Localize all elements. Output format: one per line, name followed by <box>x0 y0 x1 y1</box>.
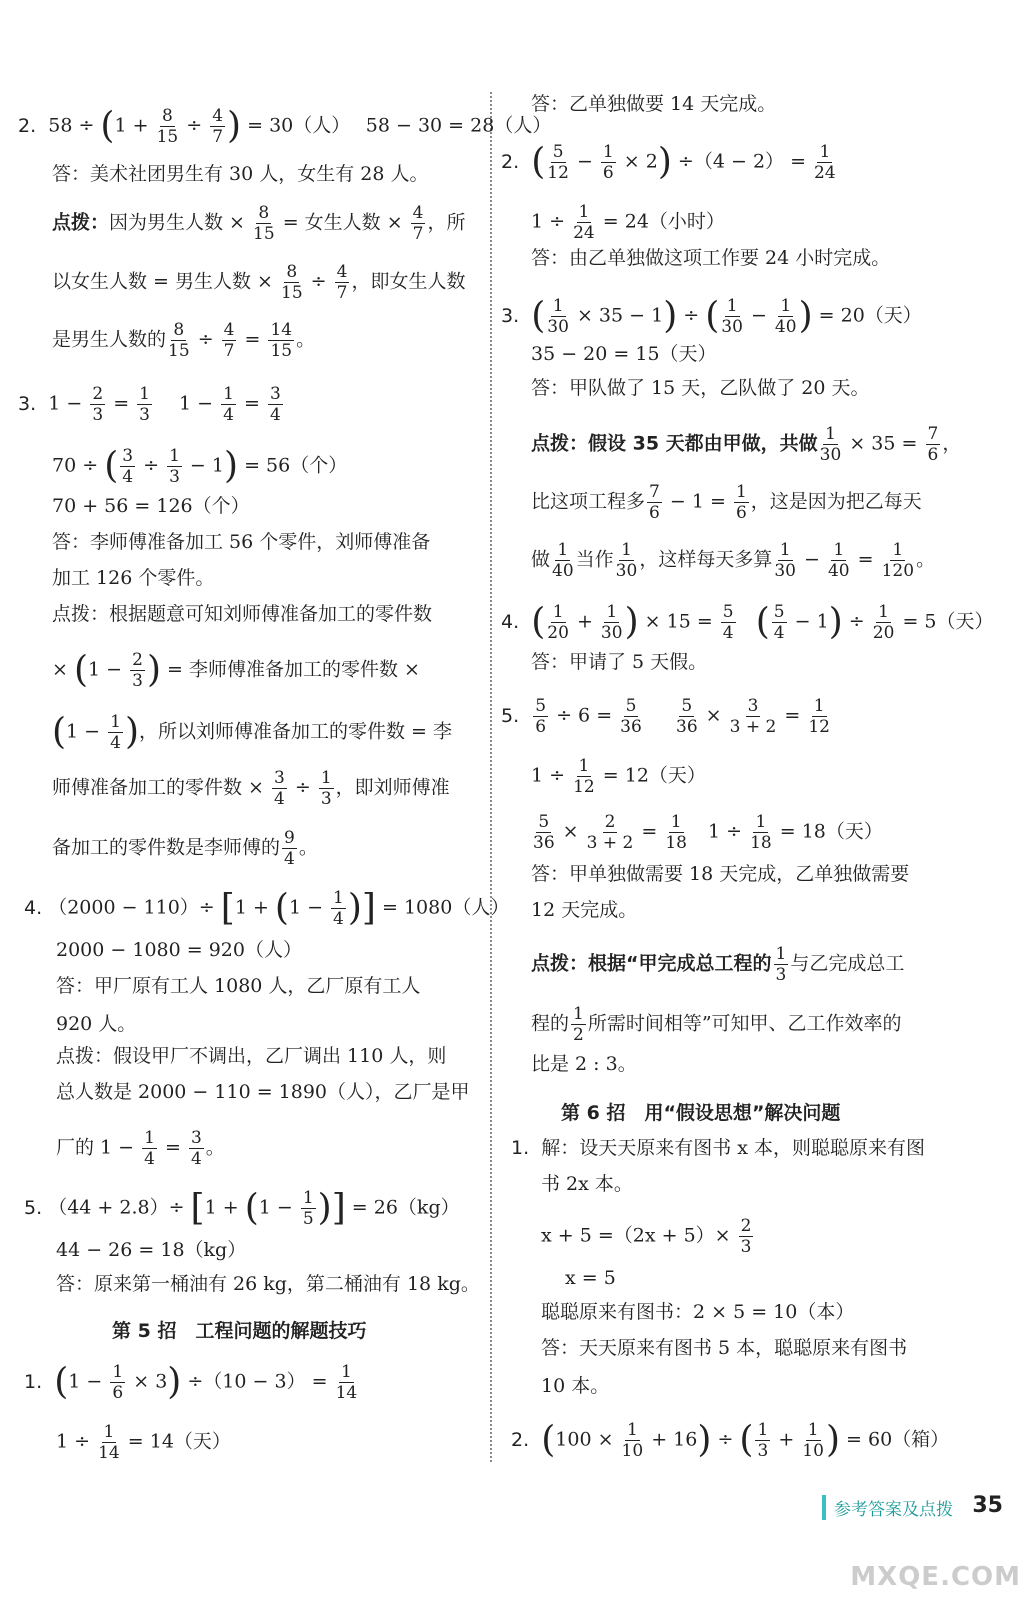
fraction: $\frac{8}{15}$ <box>253 203 275 244</box>
fraction: $\frac{1}{4}$ <box>110 712 121 753</box>
q2-tip-3: 是男生人数的 $\frac{8}{15}$ ÷ $\frac{4}{7}$ = $\frac{14}{15}$ 。 <box>52 320 316 361</box>
s6-q1-equation-3: 聪聪原来有图书：2 × 5 = 10（本） <box>541 1301 855 1323</box>
q3-equation-1: 3. 1 − $\frac{2}{3}$ = $\frac{1}{3}$ 1 − $\frac{1}{4}$ = $\frac{3}{4}$ <box>18 384 281 425</box>
q3-tip-1: 点拨：根据题意可知刘师傅准备加工的零件数 <box>52 603 433 625</box>
fraction: $\frac{4}{7}$ <box>212 106 224 147</box>
s5-q3-tip-1: 点拨：假设 35 天都由甲做，共做 $\frac{1}{30}$ × 35 = $\frac{7}{6}$ ， <box>531 424 962 465</box>
fraction: $\frac{5}{12}$ <box>547 142 569 183</box>
q4-answer-1: 答：甲厂原有工人 1080 人，乙厂原有工人 <box>56 975 421 997</box>
fraction: $\frac{1}{12}$ <box>573 756 595 797</box>
fraction: $\frac{1}{14}$ <box>335 1362 358 1403</box>
s5-q5-answer-2: 12 天完成。 <box>531 899 638 921</box>
right-column <box>495 0 1031 1600</box>
fraction: $\frac{1}{30}$ <box>774 540 796 581</box>
fraction: $\frac{1}{4}$ <box>333 888 344 929</box>
s5-q5-tip-2: 程的 $\frac{1}{2}$ 所需时间相等”可知甲、乙工作效率的 <box>531 1004 902 1045</box>
fraction: $\frac{1}{3}$ <box>139 384 150 425</box>
fraction: $\frac{1}{120}$ <box>881 540 915 581</box>
q3-answer-2: 加工 126 个零件。 <box>52 567 215 589</box>
q5-equation-1: 5. （44 + 2.8）÷ [1 + (1 − $\frac{1}{5}$ )] = 26（kg） <box>24 1187 460 1229</box>
s6-q1-answer-1: 答：天天原来有图书 5 本，聪聪原来有图书 <box>541 1337 908 1359</box>
fraction: $\frac{1}{40}$ <box>827 540 850 581</box>
fraction: $\frac{5}{36}$ <box>620 696 642 737</box>
page-number: 35 <box>972 1493 1003 1518</box>
q3-tip-4: 师傅准备加工的零件数 × $\frac{3}{4}$ ÷ $\frac{1}{3}$ ，即刘师傅准 <box>52 768 450 809</box>
fraction: $\frac{1}{30}$ <box>819 424 842 465</box>
fraction: $\frac{1}{24}$ <box>573 202 595 243</box>
fraction: $\frac{1}{10}$ <box>802 1420 824 1461</box>
fraction: $\frac{1}{20}$ <box>872 602 895 643</box>
s5-q1-answer: 答：乙单独做要 14 天完成。 <box>531 93 777 115</box>
s5-q3-equation-1: 3. ( $\frac{1}{30}$ × 35 − 1) ÷ ( $\frac{1}{30}$ − $\frac{1}{40}$ ) = 20（天） <box>501 295 922 337</box>
fraction: $\frac{5}{36}$ <box>676 696 698 737</box>
q5-answer: 答：原来第一桶油有 26 kg，第二桶油有 18 kg。 <box>56 1273 480 1295</box>
s5-q5-equation-2: 1 ÷ $\frac{1}{12}$ = 12（天） <box>531 756 706 797</box>
s5-q3-answer: 答：甲队做了 15 天，乙队做了 20 天。 <box>531 377 870 399</box>
q2-tip-1: 点拨：因为男生人数 × $\frac{8}{15}$ = 女生人数 × $\frac{4}{7}$ ，所 <box>52 203 466 244</box>
fraction: $\frac{9}{4}$ <box>284 828 295 869</box>
fraction: $\frac{1}{30}$ <box>615 540 638 581</box>
column-divider <box>490 92 492 1462</box>
s6-q2-equation: 2. (100 × $\frac{1}{10}$ + 16) ÷ ( $\frac{1}{3}$ + $\frac{1}{10}$ ) = 60（箱） <box>511 1419 950 1461</box>
s6-q1-line-2: 书 2x 本。 <box>541 1173 633 1195</box>
q3-answer-1: 答：李师傅准备加工 56 个零件，刘师傅准备 <box>52 531 431 553</box>
fraction: $\frac{1}{3}$ <box>757 1420 769 1461</box>
s5-q5-answer-1: 答：甲单独做需要 18 天完成，乙单独做需要 <box>531 863 910 885</box>
q3-tip-5: 备加工的零件数是李师傅的 $\frac{9}{4}$ 。 <box>52 828 318 869</box>
q4-tip-2: 总人数是 2000 − 110 = 1890（人），乙厂是甲 <box>56 1081 470 1103</box>
fraction: $\frac{1}{30}$ <box>600 602 623 643</box>
fraction: $\frac{1}{5}$ <box>302 1188 314 1229</box>
fraction: $\frac{1}{6}$ <box>602 142 614 183</box>
section-6-title: 第 6 招 用“假设思想”解决问题 <box>561 1102 841 1124</box>
fraction: $\frac{1}{2}$ <box>573 1004 584 1045</box>
s5-q5-equation-1: 5. $\frac{5}{6}$ ÷ 6 = $\frac{5}{36}$ $\frac{5}{36}$ × $\frac{3}{3 + 2}$ = $\frac{1}{12}$ <box>501 696 830 737</box>
fraction: $\frac{4}{7}$ <box>412 203 424 244</box>
s5-q2-equation-1: 2. ( $\frac{5}{12}$ − $\frac{1}{6}$ × 2) ÷（4 − 2） = $\frac{1}{24}$ <box>501 141 836 183</box>
s5-q4-equation: 4. ( $\frac{1}{20}$ + $\frac{1}{30}$ ) × 15 = $\frac{5}{4}$ ( $\frac{5}{4}$ − 1) ÷ $\frac{1}{20}$ = 5（天） <box>501 601 994 643</box>
s5-q2-answer: 答：由乙单独做这项工作要 24 小时完成。 <box>531 247 891 269</box>
fraction: $\frac{1}{4}$ <box>223 384 234 425</box>
q2-equation: 2. 58 ÷ (1 + $\frac{8}{15}$ ÷ $\frac{4}{7}$ ) = 30（人） 58 − 30 = 28（人） <box>18 105 552 147</box>
q3-tip-2: × (1 − $\frac{2}{3}$ ) = 李师傅准备加工的零件数 × <box>52 649 420 691</box>
fraction: $\frac{3}{4}$ <box>122 446 134 487</box>
fraction: $\frac{1}{30}$ <box>721 296 743 337</box>
fraction: $\frac{1}{4}$ <box>144 1128 155 1169</box>
fraction: $\frac{1}{40}$ <box>774 296 797 337</box>
fraction: $\frac{7}{6}$ <box>649 482 660 523</box>
fraction: $\frac{3}{3 + 2}$ <box>729 696 777 737</box>
footer-label: 参考答案及点拨 <box>822 1495 953 1520</box>
fraction: $\frac{1}{24}$ <box>814 142 836 183</box>
fraction: $\frac{7}{6}$ <box>927 424 939 465</box>
fraction: $\frac{1}{20}$ <box>547 602 569 643</box>
fraction: $\frac{1}{12}$ <box>808 696 830 737</box>
q4-answer-2: 920 人。 <box>56 1013 137 1035</box>
q4-equation-1: 4. （2000 − 110）÷ [1 + (1 − $\frac{1}{4}$ )] = 1080（人） <box>24 887 510 929</box>
fraction: $\frac{5}{4}$ <box>722 602 734 643</box>
fraction: $\frac{2}{3 + 2}$ <box>586 812 634 853</box>
fraction: $\frac{1}{3}$ <box>169 446 180 487</box>
s5-q1-equation-2: 1 ÷ $\frac{1}{14}$ = 14（天） <box>56 1422 231 1463</box>
fraction: $\frac{8}{15}$ <box>156 106 179 147</box>
q2-tip-2: 以女生人数 = 男生人数 × $\frac{8}{15}$ ÷ $\frac{4}{7}$ ，即女生人数 <box>52 262 466 303</box>
s6-q1-equation-1: x + 5 =（2x + 5）× $\frac{2}{3}$ <box>541 1216 752 1257</box>
fraction: $\frac{3}{4}$ <box>190 1128 202 1169</box>
fraction: $\frac{1}{18}$ <box>750 812 772 853</box>
fraction: $\frac{8}{15}$ <box>168 320 190 361</box>
fraction: $\frac{5}{4}$ <box>773 602 785 643</box>
q4-tip-1: 点拨：假设甲厂不调出，乙厂调出 110 人，则 <box>56 1045 447 1067</box>
fraction: $\frac{1}{6}$ <box>112 1362 124 1403</box>
fraction: $\frac{4}{7}$ <box>223 320 235 361</box>
q2-answer: 答：美术社团男生有 30 人，女生有 28 人。 <box>52 163 429 185</box>
fraction: $\frac{1}{10}$ <box>621 1420 644 1461</box>
fraction: $\frac{3}{4}$ <box>274 768 285 809</box>
q5-equation-2: 44 − 26 = 18（kg） <box>56 1239 247 1261</box>
s6-q1-line-1: 1. 解：设天天原来有图书 x 本，则聪聪原来有图 <box>511 1137 926 1159</box>
s5-q5-tip-3: 比是 2 : 3。 <box>531 1053 637 1075</box>
s5-q3-tip-3: 做 $\frac{1}{40}$ 当作 $\frac{1}{30}$ ，这样每天多算 $\frac{1}{30}$ − $\frac{1}{40}$ = $\frac{1}{120}$ 。 <box>531 540 936 581</box>
s6-q1-answer-2: 10 本。 <box>541 1375 610 1397</box>
fraction: $\frac{2}{3}$ <box>92 384 104 425</box>
fraction: $\frac{1}{14}$ <box>98 1422 120 1463</box>
fraction: $\frac{2}{3}$ <box>740 1216 752 1257</box>
s5-q1-equation-1: 1. (1 − $\frac{1}{6}$ × 3) ÷（10 − 3） = $\frac{1}{14}$ <box>24 1361 358 1403</box>
section-5-title: 第 5 招 工程问题的解题技巧 <box>112 1320 367 1342</box>
fraction: $\frac{1}{40}$ <box>552 540 574 581</box>
fraction: $\frac{1}{18}$ <box>665 812 687 853</box>
s5-q3-tip-2: 比这项工程多 $\frac{7}{6}$ − 1 = $\frac{1}{6}$ ，这是因为把乙每天 <box>531 482 922 523</box>
fraction: $\frac{5}{6}$ <box>535 696 547 737</box>
fraction: $\frac{2}{3}$ <box>132 650 143 691</box>
fraction: $\frac{1}{3}$ <box>320 768 332 809</box>
watermark: MXQE.COM <box>850 1562 1021 1592</box>
fraction: $\frac{1}{3}$ <box>775 944 787 985</box>
q3-equation-3: 70 + 56 = 126（个） <box>52 495 250 517</box>
s6-q1-equation-2: x = 5 <box>565 1267 616 1289</box>
s5-q4-answer: 答：甲请了 5 天假。 <box>531 651 708 673</box>
s5-q2-equation-2: 1 ÷ $\frac{1}{24}$ = 24（小时） <box>531 202 725 243</box>
fraction: $\frac{1}{6}$ <box>735 482 747 523</box>
s5-q5-equation-3: $\frac{5}{36}$ × $\frac{2}{3 + 2}$ = $\frac{1}{18}$ 1 ÷ $\frac{1}{18}$ = 18（天） <box>533 812 883 853</box>
s5-q5-tip-1: 点拨：根据“甲完成总工程的 $\frac{1}{3}$ 与乙完成总工 <box>531 944 905 985</box>
fraction: $\frac{8}{15}$ <box>281 262 303 303</box>
q3-equation-2: 70 ÷ ( $\frac{3}{4}$ ÷ $\frac{1}{3}$ − 1) = 56（个） <box>52 445 348 487</box>
fraction: $\frac{4}{7}$ <box>336 262 348 303</box>
s5-q3-equation-2: 35 − 20 = 15（天） <box>531 343 717 365</box>
q4-tip-3: 厂的 1 − $\frac{1}{4}$ = $\frac{3}{4}$ 。 <box>56 1128 225 1169</box>
fraction: $\frac{1}{30}$ <box>547 296 569 337</box>
fraction: $\frac{3}{4}$ <box>269 384 281 425</box>
fraction: $\frac{5}{36}$ <box>533 812 555 853</box>
q4-equation-2: 2000 − 1080 = 920（人） <box>56 939 302 961</box>
q3-tip-3: (1 − $\frac{1}{4}$ )，所以刘师傅准备加工的零件数 = 李 <box>52 711 453 753</box>
fraction: $\frac{14}{15}$ <box>270 320 293 361</box>
